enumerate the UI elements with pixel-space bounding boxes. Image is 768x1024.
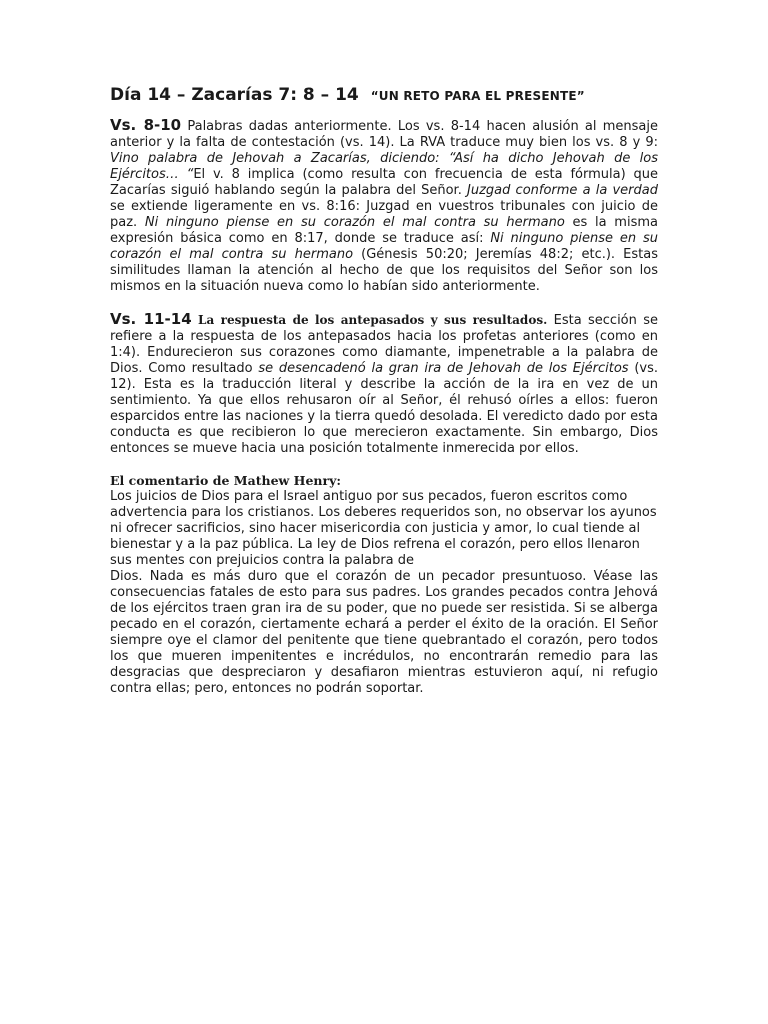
title-main: Día 14 – Zacarías 7: 8 – 14 <box>110 85 359 105</box>
page-title <box>110 84 658 107</box>
paragraph-text: Esta sección se refiere a la respuesta de los antepasados hacia los profetas anteriores (como en 1:4). Endurecieron sus corazones como diamante, impenetrable a la palabra de Dios. Como resultado <box>110 313 658 376</box>
paragraph-text: El v. 8 implica (como resulta con frecuencia de esta fórmula) que Zacarías siguió hablando según la palabra del Señor. <box>110 167 658 198</box>
paragraph-text: se extiende ligeramente en vs. 8:16: Juzgad en vuestros tribunales con juicio de paz. <box>110 199 658 230</box>
section-vs-8-10 <box>110 117 658 295</box>
section-vs-11-14 <box>110 311 658 457</box>
spacer <box>110 295 658 311</box>
paragraph-italic: Ni ninguno piense en su corazón el mal contra su hermano <box>110 231 658 262</box>
title-subtitle: “UN RETO PARA EL PRESENTE” <box>370 89 585 103</box>
paragraph-text: es la misma expresión básica como en 8:17, donde se traduce así: <box>110 215 658 246</box>
paragraph-text: (Génesis 50:20; Jeremías 48:2; etc.). Estas similitudes llaman la atención al hecho de que los requisitos del Señor son los mismos en la situación nueva como lo habían sido anteriormente. <box>110 247 658 294</box>
commentary-paragraph-1: Los juicios de Dios para el Israel antiguo por sus pecados, fueron escritos como advertencia para los cristianos. Los deberes requeridos son, no observar los ayunos ni ofrecer sacrificios, sino hacer misericordia con justicia y amor, lo cual tiende al bienestar y a la paz pública. La ley de Dios refrena el corazón, pero ellos llenaron sus mentes con prejuicios contra la palabra de <box>110 489 657 568</box>
commentary-heading: El comentario de Mathew Henry: <box>110 473 341 488</box>
paragraph-italic: se desencadenó la gran ira de Jehovah de los Ejércitos <box>258 361 629 376</box>
section-label: Vs. 8-10 <box>110 116 182 134</box>
paragraph-italic: Juzgad conforme a la verdad <box>467 183 658 198</box>
paragraph-text: (vs. 12). Esta es la traducción literal y describe la acción de la ira en vez de un sentimiento. Ya que ellos rehusaron oír al Señor, él rehusó oírles a ellos: fueron esparcidos entre las naciones y la tierra quedó desolada. El veredicto dado por esta conducta es que recibieron lo que merecieron exactamente. Sin embargo, Dios entonces se mueve hacia una posición totalmente inmerecida por ellos. <box>110 361 658 456</box>
section-label: Vs. 11-14 <box>110 310 192 328</box>
paragraph-text: Palabras dadas anteriormente. Los vs. 8-14 hacen alusión al mensaje anterior y la falta de contestación (vs. 14). La RVA traduce muy bien los vs. 8 y 9: <box>110 119 658 150</box>
section-heading: La respuesta de los antepasados y sus resultados. <box>191 313 548 327</box>
spacer <box>110 457 658 473</box>
paragraph-italic: Ni ninguno piense en su corazón el mal contra su hermano <box>144 215 565 230</box>
document-page <box>110 84 658 697</box>
paragraph-italic: Vino palabra de Jehovah a Zacarías, diciendo: “Así ha dicho Jehovah de los Ejércitos… “ <box>110 151 658 182</box>
commentary-paragraph-2: Dios. Nada es más duro que el corazón de un pecador presuntuoso. Véase las consecuencias fatales de esto para sus padres. Los grandes pecados contra Jehová de los ejércitos traen gran ira de su poder, que no puede ser resistida. Si se alberga pecado en el corazón, ciertamente echará a perder el éxito de la oración. El Señor siempre oye el clamor del penitente que tiene quebrantado el corazón, pero todos los que mueren impenitentes e incrédulos, no encontrarán remedio para las desgracias que despreciaron y desafiaron mientras estuvieron aquí, ni refugio contra ellas; pero, entonces no podrán soportar. <box>110 569 658 696</box>
